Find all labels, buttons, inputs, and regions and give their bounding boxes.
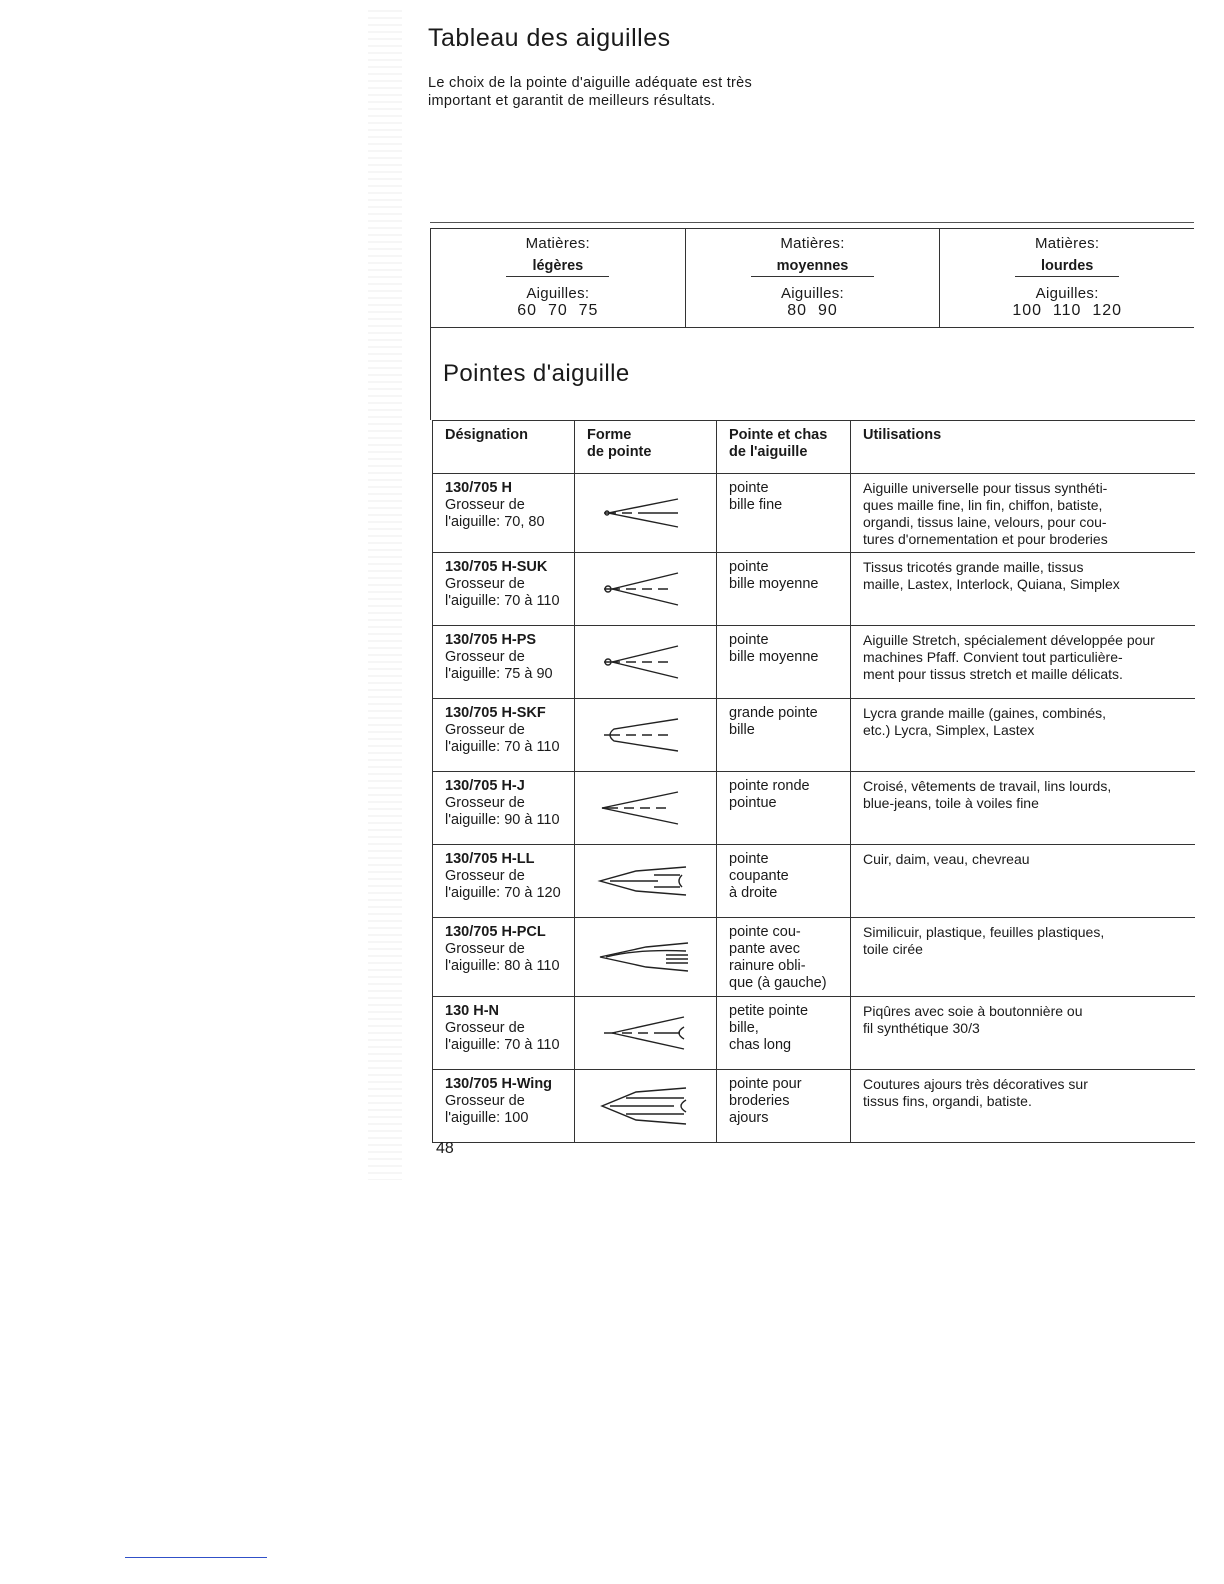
needle-name: 130/705 H-SKF xyxy=(445,705,546,721)
point-description-line: pointe xyxy=(729,632,769,648)
usage-line: etc.) Lycra, Simplex, Lastex xyxy=(863,722,1035,738)
point-description-line: pointe xyxy=(729,480,769,496)
shape-cell xyxy=(575,845,717,918)
usage-line: Aiguille universelle pour tissus synthéti- xyxy=(863,480,1108,496)
needle-wing-icon xyxy=(596,1070,696,1142)
point-cell xyxy=(717,918,851,997)
size-label: Grosseur de xyxy=(445,576,525,592)
intro-text xyxy=(428,74,752,110)
point-description-line: bille xyxy=(729,722,755,738)
table-row xyxy=(433,474,1195,553)
designation-cell xyxy=(433,699,575,772)
point-description-line: pante avec xyxy=(729,941,800,957)
table-row xyxy=(433,1070,1195,1143)
size-label: Grosseur de xyxy=(445,941,525,957)
shape-cell xyxy=(575,772,717,845)
needle-name: 130/705 H-LL xyxy=(445,851,535,867)
section-title: Pointes d'aiguille xyxy=(443,360,630,387)
point-cell xyxy=(717,845,851,918)
bottom-underline xyxy=(125,1557,267,1558)
usage-line: toile cirée xyxy=(863,941,923,957)
needle-name: 130/705 H-SUK xyxy=(445,559,548,575)
designation-cell xyxy=(433,845,575,918)
materials-table xyxy=(430,228,1194,328)
materials-label: Matières: xyxy=(525,235,591,252)
designation-cell xyxy=(433,626,575,699)
usage-line: Similicuir, plastique, feuilles plastiques, xyxy=(863,924,1105,940)
needle-name: 130/705 H-J xyxy=(445,778,525,794)
designation-cell xyxy=(433,1070,575,1143)
point-description-line: rainure obli- xyxy=(729,958,806,974)
needles-label: Aiguilles: xyxy=(1035,285,1099,302)
designation-cell xyxy=(433,918,575,997)
needle-cutting-point-icon xyxy=(596,845,696,917)
top-rule xyxy=(430,222,1194,223)
intro-line: important et garantit de meilleurs résultats. xyxy=(428,93,716,109)
size-range: l'aiguille: 70 à 110 xyxy=(445,1037,560,1053)
usage-cell xyxy=(851,772,1195,845)
needle-fine-ball-icon xyxy=(596,477,696,549)
usage-cell xyxy=(851,626,1195,699)
size-label: Grosseur de xyxy=(445,649,525,665)
table-row xyxy=(433,918,1195,997)
size-label: Grosseur de xyxy=(445,1020,525,1036)
usage-line: fil synthétique 30/3 xyxy=(863,1020,980,1036)
size-range: l'aiguille: 70 à 120 xyxy=(445,885,561,901)
point-description-line: pointe cou- xyxy=(729,924,801,940)
point-cell xyxy=(717,553,851,626)
usage-line: Tissus tricotés grande maille, tissus xyxy=(863,559,1084,575)
needle-name: 130/705 H-Wing xyxy=(445,1076,553,1092)
table-row xyxy=(433,845,1195,918)
point-description-line: ajours xyxy=(729,1110,769,1126)
table-row xyxy=(433,626,1195,699)
materials-label: Matières: xyxy=(780,235,845,252)
needle-sizes: 100 110 120 xyxy=(1012,302,1123,319)
point-cell xyxy=(717,1070,851,1143)
point-description-line: broderies xyxy=(729,1093,790,1109)
needle-medium-ball-icon xyxy=(596,626,696,698)
designation-cell xyxy=(433,553,575,626)
materials-heavy xyxy=(939,229,1194,327)
point-description-line: chas long xyxy=(729,1037,792,1053)
materials-weight: moyennes xyxy=(751,258,875,277)
needle-name: 130/705 H-PCL xyxy=(445,924,546,940)
size-range: l'aiguille: 100 xyxy=(445,1110,529,1126)
needle-medium-ball-icon xyxy=(596,553,696,625)
needle-sizes: 80 90 xyxy=(787,302,838,319)
size-range: l'aiguille: 75 à 90 xyxy=(445,666,553,682)
point-description-line: bille moyenne xyxy=(729,576,819,592)
size-label: Grosseur de xyxy=(445,722,525,738)
point-description-line: grande pointe xyxy=(729,705,818,721)
point-cell xyxy=(717,772,851,845)
materials-label: Matières: xyxy=(1034,235,1100,252)
point-description-line: pointe xyxy=(729,851,769,867)
shape-cell xyxy=(575,474,717,553)
shape-cell xyxy=(575,699,717,772)
shape-cell xyxy=(575,553,717,626)
size-label: Grosseur de xyxy=(445,795,525,811)
point-description-line: bille, xyxy=(729,1020,759,1036)
header-forme: Forme de pointe xyxy=(575,421,717,474)
needle-name: 130 H-N xyxy=(445,1003,499,1019)
header-utilisations: Utilisations xyxy=(851,421,1195,474)
point-description-line: pointe pour xyxy=(729,1076,802,1092)
shape-cell xyxy=(575,626,717,699)
designation-cell xyxy=(433,474,575,553)
size-label: Grosseur de xyxy=(445,497,525,513)
intro-line: Le choix de la pointe d'aiguille adéquate est très xyxy=(428,75,753,91)
point-description-line: coupante xyxy=(729,868,789,884)
materials-medium xyxy=(685,229,940,327)
usage-line: ment pour tissus stretch et maille délicats. xyxy=(863,666,1123,682)
materials-weight: lourdes xyxy=(1015,258,1119,277)
scan-edge-artifact xyxy=(368,10,402,1180)
point-description-line: pointue xyxy=(729,795,777,811)
size-range: l'aiguille: 70 à 110 xyxy=(445,593,560,609)
size-range: l'aiguille: 90 à 110 xyxy=(445,812,560,828)
designation-cell xyxy=(433,997,575,1070)
table-row xyxy=(433,997,1195,1070)
shape-cell xyxy=(575,997,717,1070)
needle-points-table xyxy=(432,420,1195,1143)
needle-groove-point-icon xyxy=(596,921,696,993)
needle-sizes: 60 70 75 xyxy=(517,302,599,319)
size-range: l'aiguille: 70, 80 xyxy=(445,514,545,530)
materials-light xyxy=(431,229,685,327)
usage-line: Coutures ajours très décoratives sur xyxy=(863,1076,1088,1092)
needle-long-eye-icon xyxy=(596,997,696,1069)
usage-line: machines Pfaff. Convient tout particulière- xyxy=(863,649,1123,665)
usage-cell xyxy=(851,1070,1195,1143)
point-description-line: à droite xyxy=(729,885,778,901)
materials-weight: légères xyxy=(506,258,609,277)
page-title: Tableau des aiguilles xyxy=(428,24,671,52)
usage-line: tures d'ornementation et pour broderies xyxy=(863,531,1108,547)
usage-line: Cuir, daim, veau, chevreau xyxy=(863,851,1030,867)
header-pointe: Pointe et chas de l'aiguille xyxy=(717,421,851,474)
point-cell xyxy=(717,997,851,1070)
usage-cell xyxy=(851,699,1195,772)
point-cell xyxy=(717,474,851,553)
size-label: Grosseur de xyxy=(445,1093,525,1109)
usage-cell xyxy=(851,918,1195,997)
needles-label: Aiguilles: xyxy=(780,285,845,302)
page-number: 48 xyxy=(436,1140,454,1157)
needles-label: Aiguilles: xyxy=(526,285,590,302)
usage-cell xyxy=(851,845,1195,918)
size-range: l'aiguille: 80 à 110 xyxy=(445,958,560,974)
size-label: Grosseur de xyxy=(445,868,525,884)
needle-name: 130/705 H-PS xyxy=(445,632,537,648)
point-description-line: que (à gauche) xyxy=(729,975,827,991)
table-row xyxy=(433,699,1195,772)
usage-line: Aiguille Stretch, spécialement développée pour xyxy=(863,632,1155,648)
usage-line: maille, Lastex, Interlock, Quiana, Simplex xyxy=(863,576,1120,592)
usage-line: Piqûres avec soie à boutonnière ou xyxy=(863,1003,1083,1019)
point-description-line: bille fine xyxy=(729,497,783,513)
usage-line: Lycra grande maille (gaines, combinés, xyxy=(863,705,1107,721)
point-cell xyxy=(717,626,851,699)
point-description-line: pointe xyxy=(729,559,769,575)
point-description-line: pointe ronde xyxy=(729,778,810,794)
needle-name: 130/705 H xyxy=(445,480,512,496)
table-row xyxy=(433,772,1195,845)
usage-cell xyxy=(851,997,1195,1070)
designation-cell xyxy=(433,772,575,845)
table-row xyxy=(433,553,1195,626)
shape-cell xyxy=(575,918,717,997)
point-description-line: petite pointe xyxy=(729,1003,809,1019)
size-range: l'aiguille: 70 à 110 xyxy=(445,739,560,755)
usage-line: Croisé, vêtements de travail, lins lourds, xyxy=(863,778,1112,794)
point-description-line: bille moyenne xyxy=(729,649,819,665)
usage-line: tissus fins, organdi, batiste. xyxy=(863,1093,1032,1109)
usage-cell xyxy=(851,474,1195,553)
usage-line: organdi, tissus laine, velours, pour cou- xyxy=(863,514,1107,530)
shape-cell xyxy=(575,1070,717,1143)
needle-large-ball-icon xyxy=(596,699,696,771)
section-box xyxy=(430,328,1194,420)
table-header-row xyxy=(433,421,1195,474)
usage-line: ques maille fine, lin fin, chiffon, batiste, xyxy=(863,497,1103,513)
needle-sharp-point-icon xyxy=(596,772,696,844)
point-cell xyxy=(717,699,851,772)
usage-line: blue-jeans, toile à voiles fine xyxy=(863,795,1039,811)
header-designation: Désignation xyxy=(433,421,575,474)
usage-cell xyxy=(851,553,1195,626)
